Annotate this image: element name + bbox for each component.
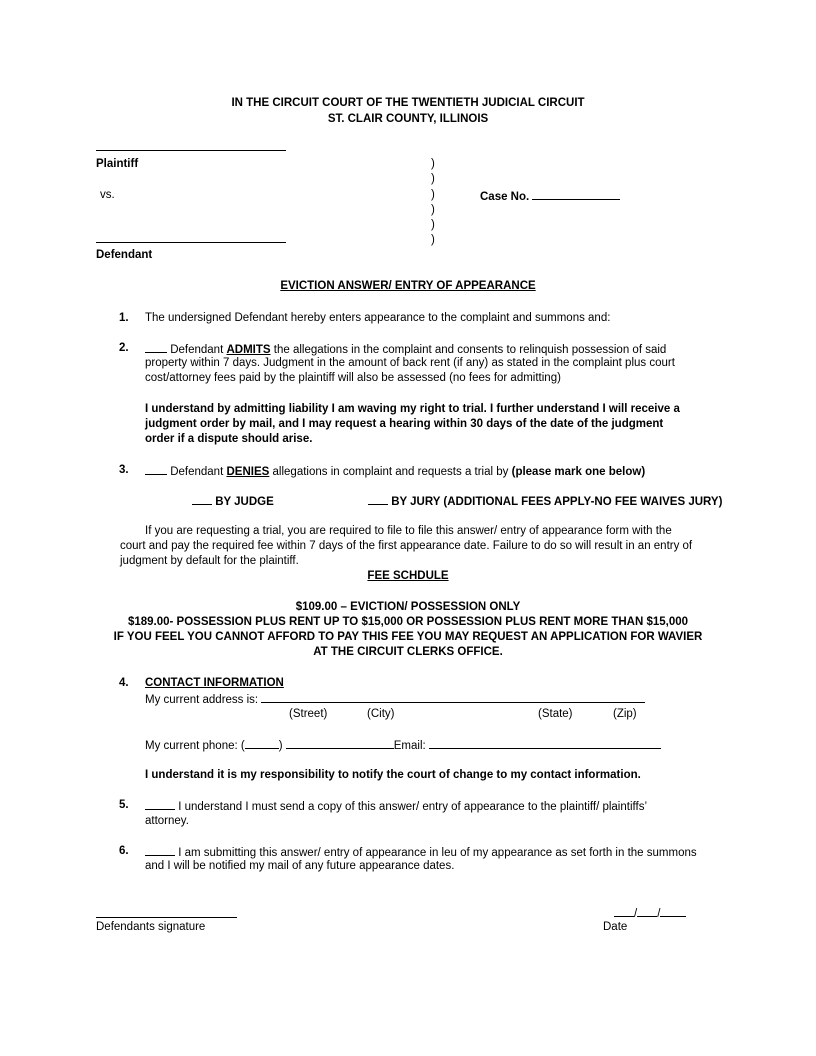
phone-close-paren: ) [278,740,283,752]
caption-paren: ) [431,219,435,231]
by-judge-checkbox-line[interactable] [192,494,212,505]
phone-input-line[interactable] [286,738,394,749]
fee-line3: IF YOU FEEL YOU CANNOT AFFORD TO PAY THIS FEE YOU MAY REQUEST AN APPLICATION FOR WAVIER [113,631,703,643]
by-judge-option [192,494,274,508]
address-label: My current address is: [145,694,259,706]
admit-warning-line1: I understand by admitting liability I am waving my right to trial. I further understand I will receive a [145,403,680,415]
fee-line1: $109.00 – EVICTION/ POSSESSION ONLY [295,601,521,613]
by-jury-option [368,494,722,508]
case-number-input[interactable] [532,189,620,200]
date-separator: / [634,908,638,920]
phone-label: My current phone: ( [145,740,245,752]
item-number: 3. [119,464,129,476]
caption-paren: ) [431,234,435,246]
item2-line1-rest: the allegations in the complaint and consents to relinquish possession of said [273,344,667,356]
document-title: EVICTION ANSWER/ ENTRY OF APPEARANCE [280,280,536,292]
defendant-label: Defendant [96,249,153,261]
item5-line1 [145,799,647,813]
case-number-field [480,189,620,203]
date-field [614,906,686,920]
plaintiff-name-line[interactable] [96,150,286,151]
date-month-input[interactable] [614,906,634,917]
item1-text: The undersigned Defendant hereby enters appearance to the complaint and summons and: [145,312,611,324]
item5-text: I understand I must send a copy of this answer/ entry of appearance to the plaintiff/ plaintiffs’ [178,801,647,813]
caption-paren: ) [431,204,435,216]
admits-keyword: ADMITS [226,344,271,356]
trial-paragraph-line3: judgment by default for the plaintiff. [120,555,299,567]
email-input-line[interactable] [429,738,661,749]
address-input-line[interactable] [261,692,645,703]
by-jury-label: BY JURY (ADDITIONAL FEES APPLY-NO FEE WAIVES JURY) [391,496,723,508]
trial-paragraph-line2: court and pay the required fee within 7 days of the first appearance date. Failure to do so will result in an entry of [120,540,693,552]
court-heading-line2: ST. CLAIR COUNTY, ILLINOIS [327,113,489,125]
date-day-input[interactable] [637,906,657,917]
address-field [145,692,645,706]
plaintiff-label: Plaintiff [96,158,139,170]
admit-warning-line2: judgment order by mail, and I may request a hearing within 30 days of the date of the judgment [145,418,664,430]
signature-input-line[interactable] [96,917,237,918]
item6-checkbox-line[interactable] [145,845,175,856]
denies-keyword: DENIES [226,466,270,478]
item6-line1 [145,845,697,859]
item2-line2: property within 7 days. Judgment in the amount of back rent (if any) as stated in the complaint plus court [145,357,675,369]
email-label: Email: [393,740,426,752]
item3-pre: Defendant [170,466,224,478]
item2-pre: Defendant [170,344,224,356]
item5-line2: attorney. [145,815,189,827]
by-jury-checkbox-line[interactable] [368,494,388,505]
item-number: 5. [119,799,129,811]
area-code-input-line[interactable] [245,738,279,749]
defendant-name-line[interactable] [96,242,286,243]
caption-paren: ) [431,158,435,170]
item6-line2: and I will be notified my mail of any future appearance dates. [145,860,455,872]
fee-line2: $189.00- POSSESSION PLUS RENT UP TO $15,000 OR POSSESSION PLUS RENT MORE THAN $15,000 [127,616,689,628]
state-caption: (State) [538,708,573,720]
date-year-input[interactable] [660,906,686,917]
item-number: 2. [119,342,129,354]
fee-schedule-heading: FEE SCHDULE [367,570,449,582]
item-number: 1. [119,312,129,324]
vs-label: vs. [100,189,115,201]
city-caption: (City) [367,708,395,720]
caption-paren: ) [431,173,435,185]
date-separator: / [657,908,661,920]
item2-line1 [145,342,666,356]
item-number: 4. [119,677,129,689]
deny-checkbox-line[interactable] [145,464,167,475]
signature-label: Defendants signature [96,921,206,933]
fee-line4: AT THE CIRCUIT CLERKS OFFICE. [313,646,503,658]
court-heading-line1: IN THE CIRCUIT COURT OF THE TWENTIETH JUDICIAL CIRCUIT [231,97,585,109]
item3-line [145,464,645,478]
phone-email-field [145,738,661,752]
item5-checkbox-line[interactable] [145,799,175,810]
by-judge-label: BY JUDGE [215,496,274,508]
item3-rest: allegations in complaint and requests a trial by [272,466,509,478]
case-number-label: Case No. [480,191,530,203]
zip-caption: (Zip) [613,708,637,720]
item6-text: I am submitting this answer/ entry of appearance in leu of my appearance as set forth in the summons [178,847,697,859]
contact-info-heading: CONTACT INFORMATION [145,677,284,689]
street-caption: (Street) [289,708,328,720]
caption-paren: ) [431,189,435,201]
trial-paragraph-line1: If you are requesting a trial, you are required to file to file this answer/ entry of appearance form with the [145,525,672,537]
admit-checkbox-line[interactable] [145,342,167,353]
contact-responsibility-note: I understand it is my responsibility to notify the court of change to my contact information. [145,769,641,781]
admit-warning-line3: order if a dispute should arise. [145,433,313,445]
item3-bold-rest: (please mark one below) [511,466,646,478]
date-label: Date [603,921,628,933]
item-number: 6. [119,845,129,857]
item2-line3: cost/attorney fees paid by the plaintiff will also be assessed (no fees for admitting) [145,372,561,384]
